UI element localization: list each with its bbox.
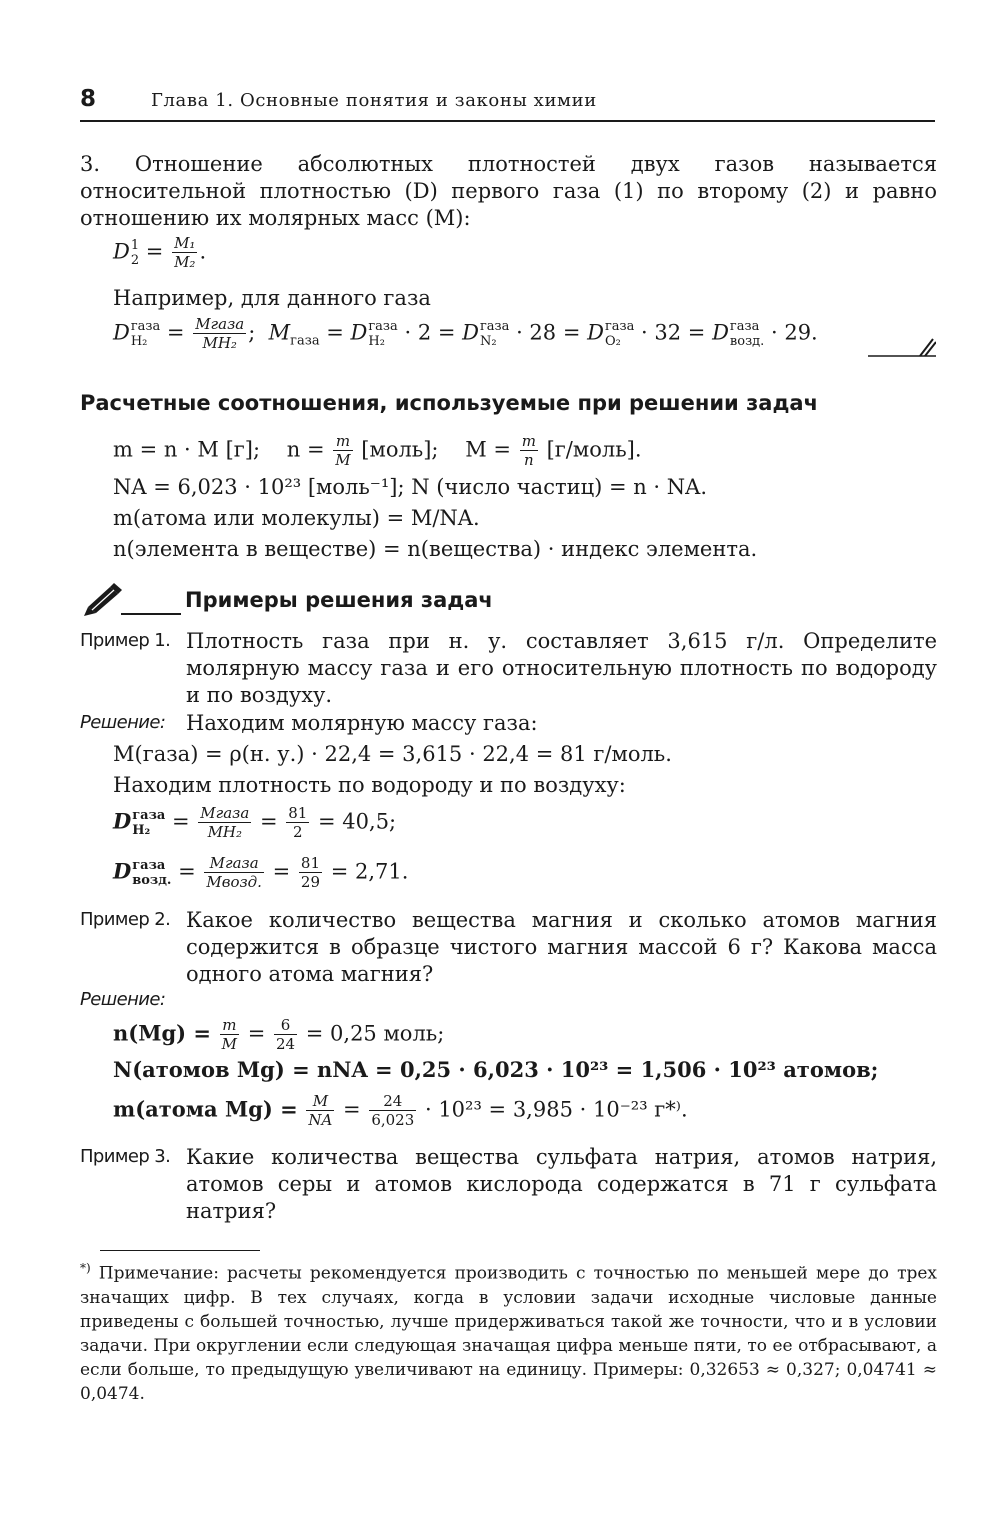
molar-mass-formula: M(газа) = ρ(н. у.) · 22,4 = 3,615 · 22,4 = 81 г/моль.	[113, 742, 672, 766]
item-3-text: 3. Отношение абсолютных плотностей двух газов называется относительной плотностью (D) первого газа (1) по второму (2) и равно отношению их молярных масс (M):	[80, 152, 937, 230]
ratio-d: D	[113, 239, 130, 264]
footnote-marker: *)	[80, 1261, 91, 1275]
density-intro: Находим плотность по водороду и по воздуху:	[113, 773, 626, 797]
chapter-title: Глава 1. Основные понятия и законы химии	[151, 90, 597, 111]
chain-fraction: $\frac{\text{Mгаза}}{\text{MH₂}}$	[195, 315, 245, 352]
end-of-item-mark-icon	[868, 337, 936, 357]
running-header	[80, 86, 935, 122]
pencil-icon	[80, 583, 124, 617]
moles-mg-formula: n(Mg) = $\frac{m}{M}$ = $\frac{6}{24}$ = 0,25 моль;	[113, 1016, 445, 1053]
section-title: Расчетные соотношения, используемые при решении задач	[80, 391, 819, 415]
example-1-label: Пример 1.	[80, 630, 171, 651]
relation-line-2: NA = 6,023 · 10²³ [моль⁻¹]; N (число частиц) = n · NA.	[113, 475, 707, 499]
example-2-text: Какое количество вещества магния и сколько атомов магния содержится в образце чистого магния массой 6 г? Какова масса одного атома магния?	[186, 908, 937, 986]
footnote	[80, 1256, 937, 1406]
density-air-formula: D газа возд. = $\frac{\text{Mгаза}}{\text{Mвозд.}}$ = $\frac{81}{29}$ = 2,71.	[113, 854, 409, 891]
example-3-text: Какие количества вещества сульфата натрия, атомов натрия, атомов серы и атомов кислорода содержатся в 71 г сульфата натрия?	[186, 1145, 937, 1223]
atom-count-formula: N(атомов Mg) = nNA = 0,25 · 6,023 · 10²³ = 1,506 · 10²³ атомов;	[113, 1057, 879, 1082]
example-intro: Например, для данного газа	[113, 286, 431, 310]
examples-title-rule	[121, 613, 181, 615]
ratio-formula: D 1 2 = $\frac{\text{M₁}}{\text{M₂}}$ .	[113, 234, 207, 271]
footnote-rule	[100, 1250, 260, 1251]
example-2-label: Пример 2.	[80, 909, 171, 930]
relation-line-1: m = n · M [г]; n = $\frac{m}{M}$ [моль]; M = $\frac{m}{n}$ [г/моль].	[113, 432, 642, 469]
density-h2-formula: D газа H₂ = $\frac{\text{Mгаза}}{\text{MH₂}}$ = $\frac{81}{2}$ = 40,5;	[113, 804, 397, 841]
example-2-solution-label: Решение:	[80, 989, 166, 1010]
example-3-label: Пример 3.	[80, 1146, 171, 1167]
relation-line-3: m(атома или молекулы) = M/NA.	[113, 506, 480, 530]
density-chain-formula: D газа H₂ = $\frac{\text{Mгаза}}{\text{MH₂}}$ ; $M_{газа} = D$ газа H₂ · 2 = D газа N₂ · 28 = D газа O₂ · 32 = D газа возд. · 29.	[113, 315, 818, 352]
example-1-solution-label: Решение:	[80, 712, 166, 733]
atom-mass-formula: m(атома Mg) = $\frac{M}{NA}$ = $\frac{24}{6,023}$ · 10²³ = 3,985 · 10⁻²³ г*⁾.	[113, 1092, 688, 1129]
footnote-text: Примечание: расчеты рекомендуется производить с точностью по меньшей мере до трех значащих цифр. В тех случаях, когда в условии задачи исходные числовые данные приведены с большей точностью, лучше придерживаться такой же точности, что и в условии задачи. При округлении если следующая значащая цифра меньше пяти, то ее отбрасывают, а если больше, то предыдущую увеличивают на единицу. Примеры: 0,32653 ≈ 0,327; 0,04741 ≈ 0,0474.	[80, 1263, 938, 1404]
examples-title: Примеры решения задач	[185, 588, 493, 612]
example-1-text: Плотность газа при н. у. составляет 3,615 г/л. Определите молярную массу газа и его относительную плотность по водороду и по воздуху.	[186, 629, 937, 707]
relation-line-4: n(элемента в веществе) = n(вещества) · индекс элемента.	[113, 537, 758, 561]
page-number: 8	[80, 86, 97, 112]
ratio-fraction: $\frac{\text{M₁}}{\text{M₂}}$	[174, 234, 196, 271]
example-1-solution-intro: Находим молярную массу газа:	[186, 711, 538, 735]
